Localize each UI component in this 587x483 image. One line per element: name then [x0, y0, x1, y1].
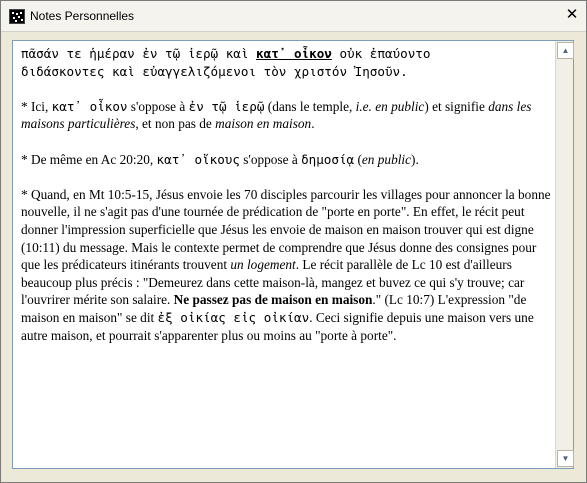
bold-run: Ne passez pas de maison en maison: [173, 292, 373, 308]
greek-verse: [21, 45, 553, 80]
text-run: (: [354, 151, 362, 167]
scroll-down-icon[interactable]: ▼: [557, 450, 574, 467]
text-run: * De même en Ac 20:20,: [21, 151, 157, 167]
text-run: . Ceci signifie depuis une maison vers une autre maison, et pourrait s'apparenter plus ou moins au "porte à porte".: [21, 309, 534, 343]
italic-run: maison en maison: [215, 116, 312, 132]
greek-text: πᾶσάν τε ἡμέραν ἐν τῷ ἱερῷ καὶ: [21, 46, 257, 61]
vertical-scrollbar[interactable]: [555, 41, 573, 468]
text-run: .: [311, 116, 315, 132]
text-run: (dans le temple,: [264, 98, 356, 114]
text-run: s'oppose à: [127, 98, 189, 114]
greek-run: κατ᾽ οἶκον: [51, 98, 128, 114]
note-text-area[interactable]: [12, 40, 574, 469]
note-paragraph-2: [21, 151, 553, 169]
text-run: ) et signifie: [424, 98, 489, 114]
greek-highlight: κατ᾽ οἶκον: [256, 46, 332, 61]
note-paragraph-3: [21, 186, 553, 344]
text-run: * Quand, en Mt 10:5-15, Jésus envoie les 70 disciples parcourir les villages pour annoncer la bonne nouvelle, il ne s'agit pas d'une tournée de prédication de "porte en porte". En effet, le récit peut donner l'impression superficielle que Jésus les envoie de maison en maison trouver qui est digne (10:11) du message. Mais le contexte permet de comprendre que Jésus donne des consignes pour que les prédicateurs itinérants trouvent: [21, 186, 551, 273]
text-run: s'oppose à: [239, 151, 302, 167]
greek-text: οὐκ ἐπαύοντο: [331, 46, 431, 61]
greek-run: ἐξ οἰκίας εἰς οἰκίαν: [157, 309, 310, 325]
title-bar[interactable]: [1, 1, 586, 32]
scroll-up-icon[interactable]: ▲: [557, 42, 574, 59]
window-title: Notes Personnelles: [30, 9, 135, 23]
app-icon: [9, 9, 25, 24]
text-run: , et non pas de: [135, 116, 216, 132]
greek-text: διδάσκοντες καὶ εὐαγγελιζόμενοι τὸν χριστόν Ἰησοῦν.: [21, 63, 408, 79]
italic-run: un logement: [230, 257, 296, 273]
note-paragraph-1: [21, 98, 553, 133]
italic-run: en public: [361, 151, 412, 167]
italic-run: dans les maisons particulières: [21, 98, 532, 132]
text-run: * Ici,: [21, 98, 52, 114]
text-run: . Le récit parallèle de Lc 10 est d'ailleurs beaucoup plus précis : "Demeurez dans cette maison-là, mangez et buvez ce qui s'y trouve; car l'ouvrirer mérite son salaire.: [21, 257, 525, 308]
text-run: ).: [411, 151, 419, 167]
greek-run: ἐν τῷ ἱερῷ: [188, 98, 265, 114]
greek-run: κατ᾽ οἴκους: [156, 151, 240, 167]
greek-run: δημοσίᾳ: [301, 151, 355, 167]
close-button[interactable]: ✕: [565, 6, 579, 23]
note-content[interactable]: [21, 45, 553, 463]
text-run: ." (Lc 10:7) L'expression "de maison en maison" se dit: [21, 292, 527, 325]
italic-run: i.e. en public: [355, 98, 425, 114]
